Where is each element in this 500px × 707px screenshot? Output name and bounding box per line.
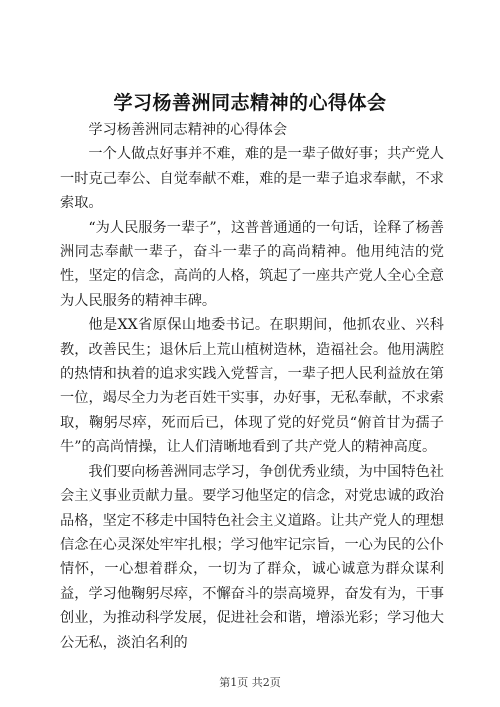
paragraph: 我们要向杨善洲同志学习，争创优秀业绩，为中国特色社会主义事业贡献力量。要学习他坚定的信念，对党忠诚的政治品格，坚定不移走中国特色社会主义道路。让共产党人的理想信念在心灵深处牢牢扎根；学习他牢记宗旨，一心为民的公仆情怀，一心想着群众，一切为了群众，诚心诚意为群众谋利益，学习他鞠躬尽瘁，不懈奋斗的崇高境界，奋发有为，干事创业，为推动科学发展，促进社会和谐，增添光彩；学习他大公无私，淡泊名利的 [60,463,444,651]
document-body [60,118,444,655]
subtitle-paragraph: 学习杨善洲同志精神的心得体会 [88,122,288,138]
document-title: 学习杨善洲同志精神的心得体会 [113,92,387,114]
page-footer: 第1页 共2页 [219,676,281,689]
paragraph: 他是XX省原保山地委书记。在职期间，他抓农业、兴科教，改善民生；退休后上荒山植树造林，造福社会。他用满腔的热情和执着的追求实践入党誓言，一辈子把人民利益放在第一位，竭尽全力为老百姓干实事，办好事，无私奉献，不求索取，鞠躬尽瘁，死而后已，体现了党的好党员“俯首甘为孺子牛”的高尚情操，让人们清晰地看到了共产党人的精神高度。 [60,317,444,456]
paragraph: 一个人做点好事并不难，难的是一辈子做好事；共产党人一时克己奉公、自觉奉献不难，难的是一辈子追求奉献，不求索取。 [60,146,444,212]
paragraph: “为人民服务一辈子”，这普普通通的一句话，诠释了杨善洲同志奉献一辈子，奋斗一辈子的高尚精神。他用纯洁的党性，坚定的信念，高尚的人格，筑起了一座共产党人全心全意为人民服务的精神丰碑。 [60,219,444,309]
